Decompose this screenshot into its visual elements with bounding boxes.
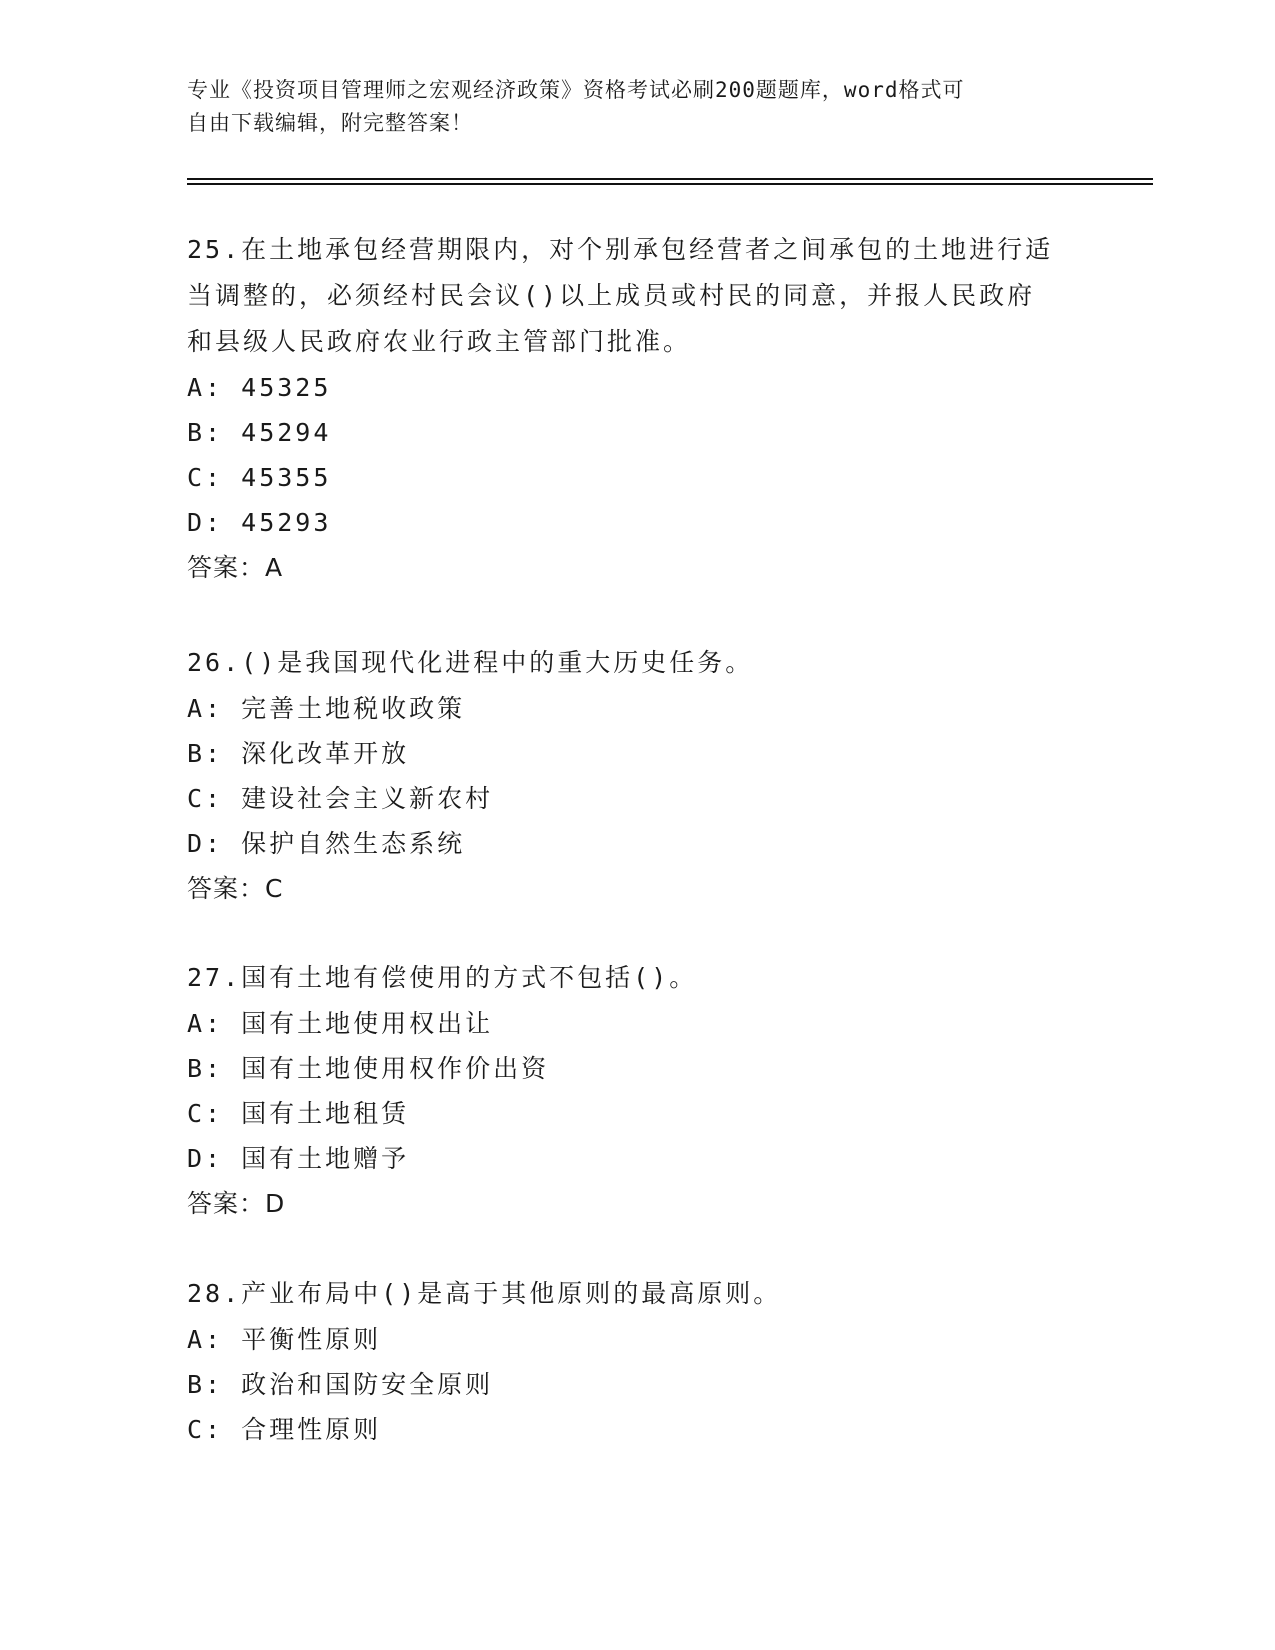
option-c: C: 合理性原则 [187,1415,382,1444]
question-stem-line: 当调整的，必须经村民会议()以上成员或村民的同意，并报人民政府 [187,281,1036,310]
option-a: A: 国有土地使用权出让 [187,1009,494,1038]
option-a: A: 平衡性原则 [187,1325,382,1354]
header-line-2: 自由下载编辑，附完整答案！ [187,111,473,135]
option-b: B: 深化改革开放 [187,739,410,768]
question-stem-line: 27.国有土地有偿使用的方式不包括()。 [187,963,698,992]
header-line-1: 专业《投资项目管理师之宏观经济政策》资格考试必刷200题题库，word格式可 [187,78,965,102]
question-stem-line: 25.在土地承包经营期限内，对个别承包经营者之间承包的土地进行适 [187,235,1054,264]
question-28 [187,1271,1087,1452]
option-d: D: 保护自然生态系统 [187,829,466,858]
question-stem-line: 26.()是我国现代化进程中的重大历史任务。 [187,648,754,677]
option-b: B: 45294 [187,418,332,447]
option-c: C: 国有土地租赁 [187,1099,410,1128]
answer: 答案：A [187,553,284,582]
option-d: D: 45293 [187,508,332,537]
document-header [187,74,1067,140]
question-27 [187,955,1087,1227]
question-26 [187,640,1087,912]
answer: 答案：D [187,1189,286,1218]
option-a: A: 45325 [187,373,332,402]
option-c: C: 45355 [187,463,332,492]
question-25 [187,227,1087,591]
answer: 答案：C [187,874,284,903]
question-stem-line: 和县级人民政府农业行政主管部门批准。 [187,327,692,356]
option-b: B: 国有土地使用权作价出资 [187,1054,550,1083]
option-a: A: 完善土地税收政策 [187,694,466,723]
option-b: B: 政治和国防安全原则 [187,1370,494,1399]
header-divider [187,178,1153,180]
option-d: D: 国有土地赠予 [187,1144,410,1173]
header-divider-secondary [187,183,1153,185]
question-stem-line: 28.产业布局中()是高于其他原则的最高原则。 [187,1279,782,1308]
option-c: C: 建设社会主义新农村 [187,784,494,813]
